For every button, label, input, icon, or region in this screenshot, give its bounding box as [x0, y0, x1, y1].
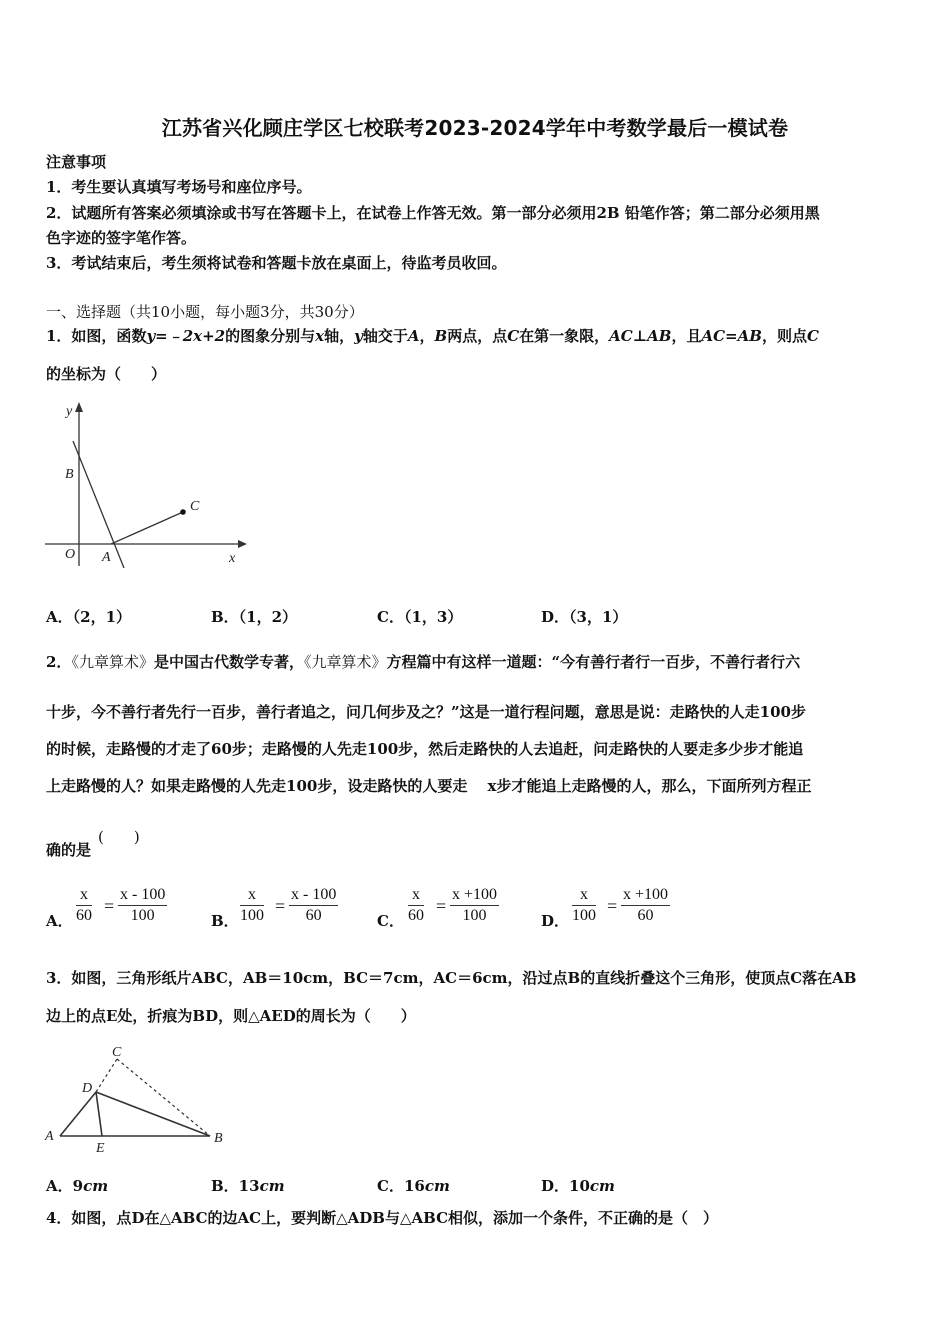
label-b: B: [65, 467, 74, 482]
q2-option-label: B．: [211, 912, 239, 930]
q1-text: 的图象分别与: [225, 327, 316, 345]
q2-stem-line1: [46, 652, 800, 672]
q1-perp: AC⊥AB: [609, 327, 672, 345]
q1-text: 两点，点: [447, 327, 508, 345]
equals-sign: =: [607, 896, 618, 916]
q2-fraction-left: [572, 885, 596, 926]
label-e: E: [96, 1141, 105, 1155]
q2-stem-line4: 上走路慢的人？如果走路慢的人先走100步，设走路快的人要走 x步才能追上走路慢的人，那么，下面所列方程正: [46, 777, 812, 795]
numerator: x: [76, 885, 92, 906]
numerator: x: [408, 885, 424, 906]
point-c-dot: [180, 509, 186, 515]
q3-option-a[interactable]: [46, 1175, 108, 1196]
equals-sign: =: [436, 896, 447, 916]
q2-text: 方程篇中有这样一道题：“今有善行者行一百步，不善行者行六: [386, 653, 801, 671]
q2-fraction-left: [240, 885, 264, 926]
q2-book-title: 《九章算术》: [303, 653, 387, 671]
label-y: y: [66, 404, 73, 419]
q1-text: 在第一象限，: [519, 327, 610, 345]
q3-figure: [40, 1040, 230, 1155]
numerator: x: [572, 885, 596, 906]
label-a: A: [102, 550, 111, 565]
q1-text: ，且: [671, 327, 702, 345]
numerator: x +100: [621, 885, 670, 906]
label-a: A: [45, 1129, 54, 1144]
q2-text: 是中国古代数学专著，: [153, 653, 304, 671]
q1-option-a[interactable]: A．（2，1）: [46, 608, 132, 626]
notice-heading: 注意事项: [46, 153, 107, 171]
option-value: A．9: [46, 1177, 84, 1195]
q2-book-title: 《九章算术》: [71, 653, 154, 671]
q1-function: y=﹣2x+2: [146, 327, 226, 345]
option-unit: cm: [424, 1177, 450, 1195]
q1-option-b[interactable]: B．（1，2）: [211, 608, 298, 626]
label-d: D: [82, 1081, 93, 1096]
q2-stem-line2: 十步，今不善行者先行一百步，善行者追之，问几何步及之？”这是一道行程问题，意思是说：走路快的人走100步: [46, 703, 806, 721]
q1-option-d[interactable]: D．（3，1）: [541, 608, 628, 626]
q3-stem-line1: 3．如图，三角形纸片ABC，AB＝10cm，BC＝7cm，AC＝6cm，沿过点B的直线折叠这个三角形，使顶点C落在AB: [46, 969, 857, 987]
q2-option-label: C．: [377, 912, 404, 930]
q1-option-c[interactable]: C．（1，3）: [377, 608, 463, 626]
denominator: 100: [130, 907, 155, 924]
q1-var-y: y: [354, 327, 363, 345]
q1-text: ，则点: [761, 327, 807, 345]
q2-stem-line3: 的时候，走路慢的才走了60步；走路慢的人先走100步，然后走路快的人去追赶，问走路快的人要走多少步才能追: [46, 740, 804, 758]
section-heading: 一、选择题（共10小题，每小题3分，共30分）: [46, 303, 364, 321]
equals-sign: =: [275, 896, 286, 916]
q2-answer-paren: ( ): [98, 828, 140, 846]
q2-fraction-left: [76, 885, 92, 926]
notice-item-1: 1．考生要认真填写考场号和座位序号。: [46, 178, 312, 196]
denominator: 100: [572, 907, 596, 924]
denominator: 60: [637, 907, 654, 924]
q2-fraction-right: [621, 885, 670, 926]
denominator: 60: [305, 907, 322, 924]
q1-text: 1．如图，函数: [46, 327, 147, 345]
q1-text: 轴交于: [362, 327, 408, 345]
q1-var-x: x: [315, 327, 325, 345]
denominator: 100: [240, 907, 264, 924]
q4-stem-line1: 4．如图，点D在△ABC的边AC上，要判断△ADB与△ABC相似，添加一个条件，不正确的是（ ）: [46, 1209, 719, 1227]
notice-item-2: 2．试题所有答案必须填涂或书写在答题卡上，在试卷上作答无效。第一部分必须用2B 铅笔作答；第二部分必须用黑: [46, 204, 820, 222]
q2-option-label: D．: [541, 912, 570, 930]
numerator: x - 100: [289, 885, 338, 906]
q3-option-c[interactable]: [377, 1175, 450, 1196]
q1-stem-line2: 的坐标为（ ）: [46, 365, 167, 383]
q2-fraction-left: [408, 885, 424, 926]
q1-point-b: B: [434, 327, 448, 345]
q1-stem-line1: [46, 326, 819, 346]
q1-text: 轴，: [324, 327, 355, 345]
label-b: B: [214, 1131, 223, 1146]
q1-figure: [40, 396, 255, 574]
option-unit: cm: [589, 1177, 615, 1195]
exam-title: 江苏省兴化顾庄学区七校联考2023-2024学年中考数学最后一模试卷: [161, 116, 789, 140]
q2-fraction-right: [450, 885, 499, 926]
numerator: x - 100: [118, 885, 167, 906]
q1-text: ，: [419, 327, 435, 345]
q2-number: 2．: [46, 653, 72, 671]
option-unit: cm: [259, 1177, 285, 1195]
label-c: C: [112, 1045, 122, 1060]
denominator: 60: [76, 907, 92, 924]
option-unit: cm: [83, 1177, 109, 1195]
notice-item-2-cont: 色字迹的签字笔作答。: [46, 229, 197, 247]
q3-figure-bg: [40, 1040, 230, 1155]
q2-stem-line5: 确的是: [46, 841, 92, 859]
q3-stem-line2: 边上的点E处，折痕为BD，则△AED的周长为（ ）: [46, 1007, 416, 1025]
numerator: x +100: [450, 885, 499, 906]
label-o: O: [65, 547, 76, 562]
option-value: B．13: [211, 1177, 260, 1195]
q1-point-c: C: [507, 327, 520, 345]
denominator: 100: [462, 907, 487, 924]
q2-fraction-right: [118, 885, 167, 926]
label-c: C: [190, 499, 200, 514]
numerator: x: [240, 885, 264, 906]
q1-point-a: A: [407, 327, 420, 345]
q3-option-b[interactable]: [211, 1175, 285, 1196]
q2-option-label: A．: [46, 912, 73, 930]
option-value: D．10: [541, 1177, 590, 1195]
label-x: x: [229, 551, 236, 566]
q1-equal: AC=AB: [701, 327, 762, 345]
notice-item-3: 3．考试结束后，考生须将试卷和答题卡放在桌面上，待监考员收回。: [46, 254, 507, 272]
option-value: C．16: [377, 1177, 425, 1195]
q1-point-c: C: [806, 327, 819, 345]
equals-sign: =: [104, 896, 115, 916]
q2-fraction-right: [289, 885, 338, 926]
denominator: 60: [408, 907, 424, 924]
q3-option-d[interactable]: [541, 1175, 615, 1196]
